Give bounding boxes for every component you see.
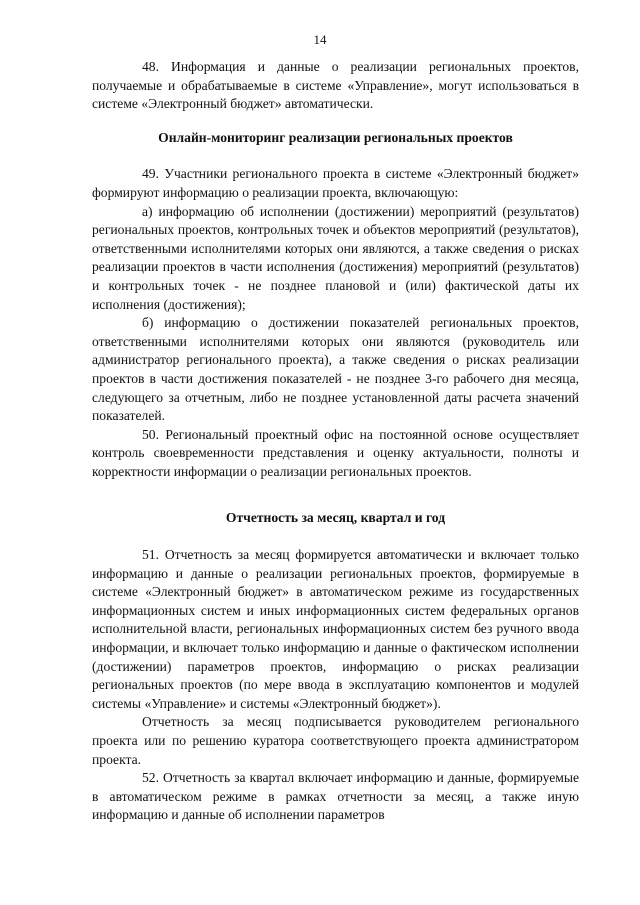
section-heading-online-monitoring: Онлайн-мониторинг реализации региональных проектов	[158, 129, 513, 145]
paragraph-49-a: а) информацию об исполнении (достижении) мероприятий (результатов) региональных проектов, контрольных точек и объектов мероприятий (результатов), ответственными исполнителями которых они являются, а также сведения о рисках реализации проектов в части исполнения (достижения) мероприятий (результатов) и контрольных точек - не позднее плановой и (или) фактической даты их исполнения (достижения);	[92, 203, 579, 312]
document-body	[92, 58, 579, 825]
paragraph-50: 50. Региональный проектный офис на постоянной основе осуществляет контроль своевременности представления и оценку актуальности, полноты и корректности информации о реализации региональных проектов.	[92, 426, 579, 479]
section-heading-reporting: Отчетность за месяц, квартал и год	[225, 510, 446, 526]
page-number: 14	[313, 32, 327, 47]
paragraph-49: 49. Участники регионального проекта в системе «Электронный бюджет» формируют информацию о реализации проекта, включающую:	[92, 166, 579, 200]
paragraph-51: 51. Отчетность за месяц формируется автоматически и включает только информацию и данные о реализации региональных проектов, формируемые в системе «Электронный бюджет» в автоматическом режиме из государственных информационных систем и иных информационных систем федеральных органов исполнительной власти, региональных информационных систем без ручного ввода информации, и включает только информацию и данные о фактическом исполнении (достижении) параметров проектов, информацию о рисках реализации региональных проектов (по мере ввода в эксплуатацию компонентов и модулей системы «Управление» и системы «Электронный бюджет»).	[92, 547, 579, 711]
paragraph-52: 52. Отчетность за квартал включает информацию и данные, формируемые в автоматическом режиме в рамках отчетности за месяц, а также иную информацию и данные об исполнении параметров	[92, 770, 579, 823]
paragraph-48: 48. Информация и данные о реализации региональных проектов, получаемые и обрабатываемые в системе «Управление», могут использоваться в системе «Электронный бюджет» автоматически.	[92, 59, 579, 112]
paragraph-monthly-signature: Отчетность за месяц подписывается руководителем регионального проекта или по решению куратора соответствующего проекта администратором проекта.	[92, 714, 579, 767]
paragraph-49-b: б) информацию о достижении показателей региональных проектов, ответственными исполнителями которых они являются (руководитель или администратор регионального проекта), а также сведения о рисках реализации проектов в части достижения показателей - не позднее 3-го рабочего дня месяца, следующего за отчетным, либо не позднее установленной даты расчета значений показателей.	[92, 315, 579, 424]
